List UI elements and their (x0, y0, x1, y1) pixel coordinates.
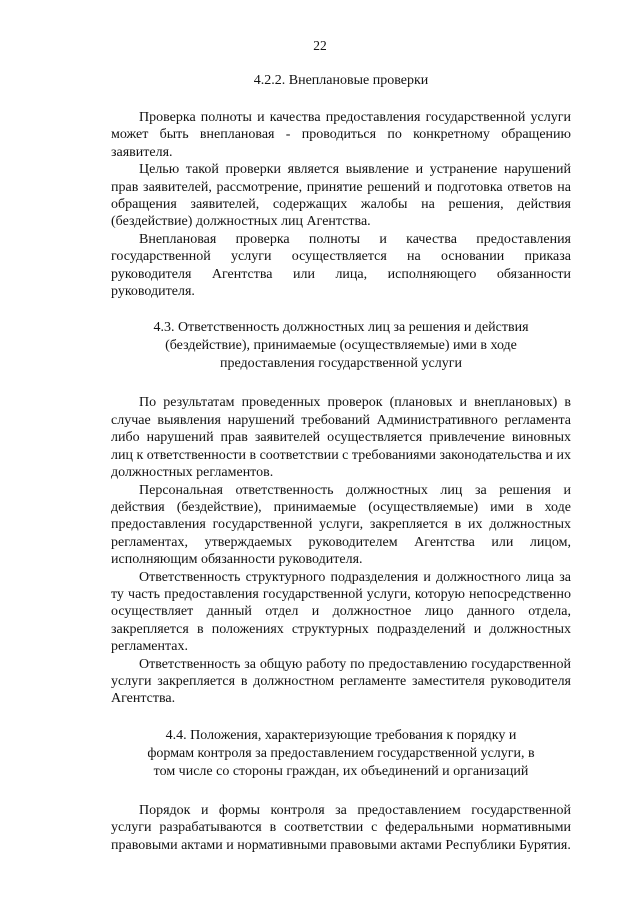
paragraph: Ответственность структурного подразделения и должностного лица за ту часть предоставления государственной услуги, которую непосредственно осуществляет данный отдел и должностное лицо данного отдела, закрепляется в положениях структурных подразделений и должностных регламентах. (111, 569, 571, 655)
paragraph: По результатам проведенных проверок (плановых и внеплановых) в случае выявления нарушений требований Административного регламента либо нарушений прав заявителей осуществляется привлечение виновных лиц к ответственности в соответствии с требованиями законодательства и их должностных регламентов. (111, 395, 571, 481)
heading-line: 4.4. Положения, характеризующие требования к порядку и (165, 727, 517, 743)
heading-line: предоставления государственной услуги (220, 356, 462, 372)
document-body (111, 72, 571, 854)
paragraph: Внеплановая проверка полноты и качества предоставления государственной услуги осуществляется на основании приказа руководителя Агентства или лица, исполняющего обязанности руководителя. (111, 231, 571, 300)
heading-line: том числе со стороны граждан, их объединений и организаций (153, 763, 529, 779)
heading-4-2-2: 4.2.2. Внеплановые проверки (253, 73, 429, 88)
paragraph: Ответственность за общую работу по предоставлению государственной услуги закрепляется в должностном регламенте заместителя руководителя Агентства. (111, 656, 571, 707)
paragraph: Персональная ответственность должностных лиц за решения и действия (бездействие), принимаемые (осуществляемые) ими в ходе предоставления государственной услуги, закрепляется в их должностных регламентах, утверждаемых руководителем Агентства или лицом, исполняющим обязанности руководителя. (111, 482, 571, 568)
paragraph: Порядок и формы контроля за предоставлением государственной услуги разрабатываются в соответствии с федеральными нормативными правовыми актами и нормативными правовыми актами Республики Бурятия. (111, 802, 571, 853)
heading-4-4 (111, 727, 571, 781)
heading-line: формам контроля за предоставлением государственной услуги, в (147, 745, 535, 761)
heading-line: 4.3. Ответственность должностных лиц за решения и действия (153, 320, 529, 336)
paragraph: Проверка полноты и качества предоставления государственной услуги может быть внеплановая - проводиться по конкретному обращению заявителя. (111, 110, 571, 160)
paragraph: Целью такой проверки является выявление и устранение нарушений прав заявителей, рассмотрение, принятие решений и подготовка ответов на обращения заявителей, содержащих жалобы на решения, действия (бездействие) должностных лиц Агентства. (111, 162, 571, 230)
heading-line: (бездействие), принимаемые (осуществляемые) ими в ходе (165, 338, 517, 354)
heading-4-3 (111, 319, 571, 373)
page-number: 22 (313, 38, 327, 53)
